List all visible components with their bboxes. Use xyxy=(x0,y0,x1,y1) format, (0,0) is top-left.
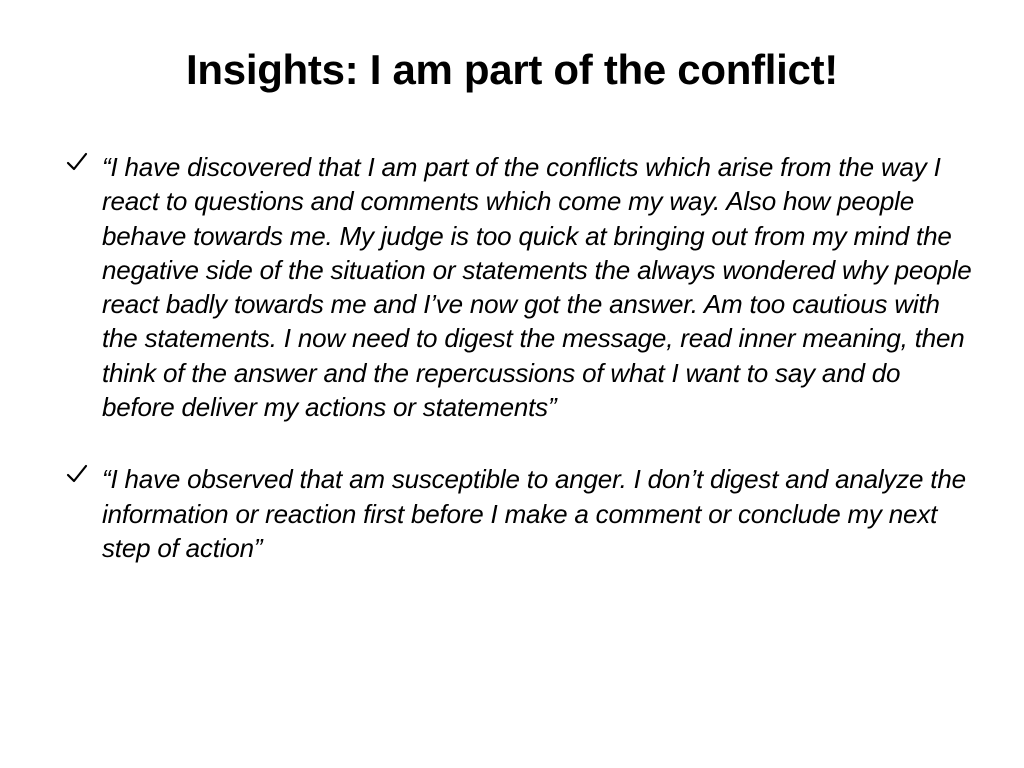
bullet-item-1 xyxy=(66,150,976,424)
checkmark-icon xyxy=(66,152,102,186)
bullet-text: “I have discovered that I am part of the conflicts which arise from the way I react to questions and comments which come my way. Also how people behave towards me. My judge is too quick at bringing out from my mind the negative side of the situation or statements the always wondered why people react badly towards me and I’ve now got the answer. Am too cautious with the statements. I now need to digest the message, read inner meaning, then think of the answer and the repercussions of what I want to say and do before deliver my actions or statements” xyxy=(102,152,972,423)
slide-title: Insights: I am part of the conflict! xyxy=(186,46,838,93)
bullet-list xyxy=(66,150,976,603)
bullet-item-2 xyxy=(66,462,976,565)
checkmark-icon xyxy=(66,464,102,498)
bullet-text: “I have observed that am susceptible to anger. I don’t digest and analyze the information or reaction first before I make a comment or conclude my next step of action” xyxy=(102,464,966,563)
